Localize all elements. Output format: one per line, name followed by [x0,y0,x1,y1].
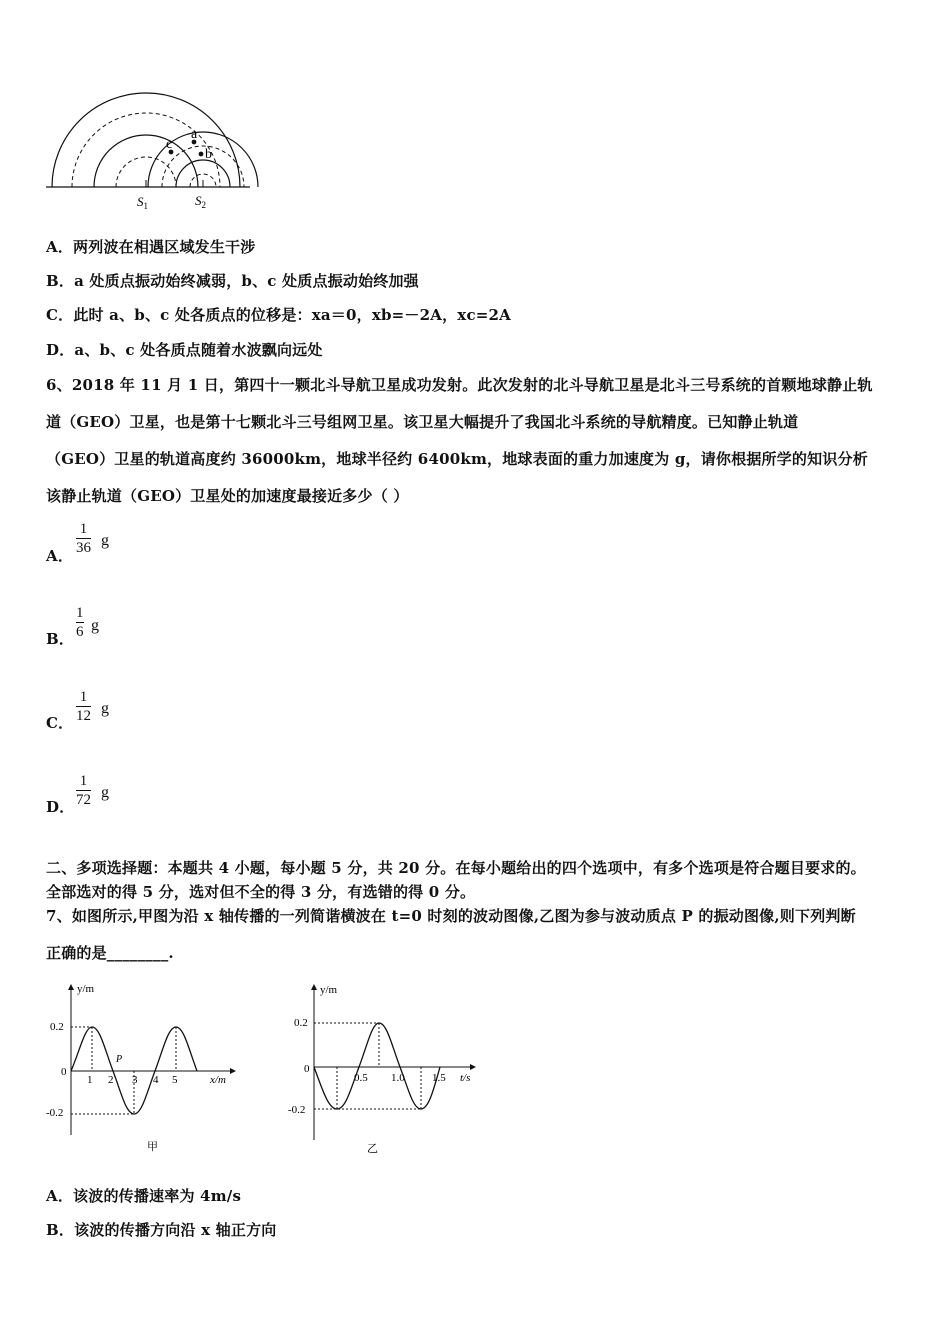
s1-wavefront-mid [94,135,198,187]
q6-option-c-fraction [76,688,91,725]
y-tick-neg-0-2: -0.2 [288,1104,306,1116]
label-c: c [166,137,173,152]
fraction-denominator: 36 [76,540,91,556]
graph-yi [280,980,480,1155]
y-tick-0-2: 0.2 [50,1021,64,1033]
q6-text-line3: （GEO）卫星的轨道高度约 36000km，地球半径约 6400km，地球表面的重力加速度为 g，请你根据所学的知识分析 [46,450,868,468]
t-tick-1-5: 1.5 [432,1072,446,1084]
section2-heading-line2: 全部选对的得 5 分，选对但不全的得 3 分，有选错的得 0 分。 [46,883,476,901]
q6-option-b-fraction [76,604,84,641]
x-axis-label: x/m [210,1074,226,1086]
q6-option-b-unit: g [91,617,99,634]
q6-option-c-label: C． [46,714,74,732]
q6-text-line2: 道（GEO）卫星，也是第十七颗北斗三号组网卫星。该卫星大幅提升了我国北斗系统的导航精度。已知静止轨道 [46,413,799,431]
q6-text-line1: 6、2018 年 11 月 1 日，第四十一颗北斗导航卫星成功发射。此次发射的北斗导航卫星是北斗三号系统的首颗地球静止轨 [46,376,873,394]
q6-option-c-unit: g [101,700,109,717]
fraction-denominator: 6 [76,624,84,640]
x-tick-1: 1 [87,1074,93,1086]
label-s2: $S_2$ [195,193,206,210]
q5-option-c: C．此时 a、b、c 处各质点的位移是：xa＝0，xb=－2A，xc=2A [46,306,512,324]
fraction-denominator: 12 [76,708,91,724]
t-tick-0-5: 0.5 [354,1072,368,1084]
fraction-numerator: 1 [79,773,88,789]
graph-jia [40,980,240,1155]
fraction-denominator: 72 [76,792,91,808]
interference-figure [40,92,270,217]
q7-option-a: A．该波的传播速率为 4m/s [46,1187,242,1205]
y-axis-label: y/m [320,984,338,996]
label-a: a [191,127,198,142]
section2-heading-line1: 二、多项选择题：本题共 4 小题，每小题 5 分，共 20 分。在每小题给出的四个选项中，有多个选项是符合题目要求的。 [46,859,866,877]
y-axis-label: y/m [77,983,95,995]
y-tick-0-2: 0.2 [294,1017,308,1029]
q7-option-b: B．该波的传播方向沿 x 轴正方向 [46,1221,277,1239]
label-b: b [205,147,212,162]
y-tick-neg-0-2: -0.2 [46,1107,64,1119]
s1-wavefront-outer [52,93,240,187]
q6-option-b-label: B． [46,630,75,648]
y-tick-0: 0 [304,1063,310,1075]
q6-text-line4: 该静止轨道（GEO）卫星处的加速度最接近多少（ ） [46,487,409,505]
q7-text-line1: 7、如图所示,甲图为沿 x 轴传播的一列简谐横波在 t=0 时刻的波动图像,乙图为参与波动质点 P 的振动图像,则下列判断 [46,907,856,925]
graph-jia-caption: 甲 [147,1141,158,1153]
q6-option-d-fraction [76,772,91,809]
fraction-numerator: 1 [76,605,84,621]
s1-wavefront-dashed-outer [72,113,220,187]
fraction-numerator: 1 [79,689,88,705]
q5-option-b: B．a 处质点振动始终减弱，b、c 处质点振动始终加强 [46,272,419,290]
x-tick-2: 2 [108,1074,114,1086]
q7-text-line2: 正确的是________. [46,944,174,962]
graph-yi-caption: 乙 [367,1143,378,1155]
x-tick-5: 5 [172,1074,178,1086]
q6-option-a-fraction [76,520,91,557]
q5-option-d: D．a、b、c 处各质点随着水波飘向远处 [46,341,323,359]
q5-option-a: A．两列波在相遇区域发生干涉 [46,238,256,256]
point-b [199,152,204,157]
label-s1: $S_1$ [137,194,148,211]
q6-option-a-unit: g [101,532,109,549]
fraction-numerator: 1 [79,521,88,537]
point-p-label: P [116,1054,123,1065]
q6-option-d-unit: g [101,784,109,801]
x-tick-4: 4 [153,1074,159,1086]
q6-option-d-label: D． [46,798,75,816]
x-tick-3: 3 [132,1074,138,1086]
y-tick-0: 0 [61,1066,67,1078]
t-tick-1-0: 1.0 [391,1072,405,1084]
t-axis-label: t/s [460,1072,471,1084]
q6-option-a-label: A． [46,547,74,565]
